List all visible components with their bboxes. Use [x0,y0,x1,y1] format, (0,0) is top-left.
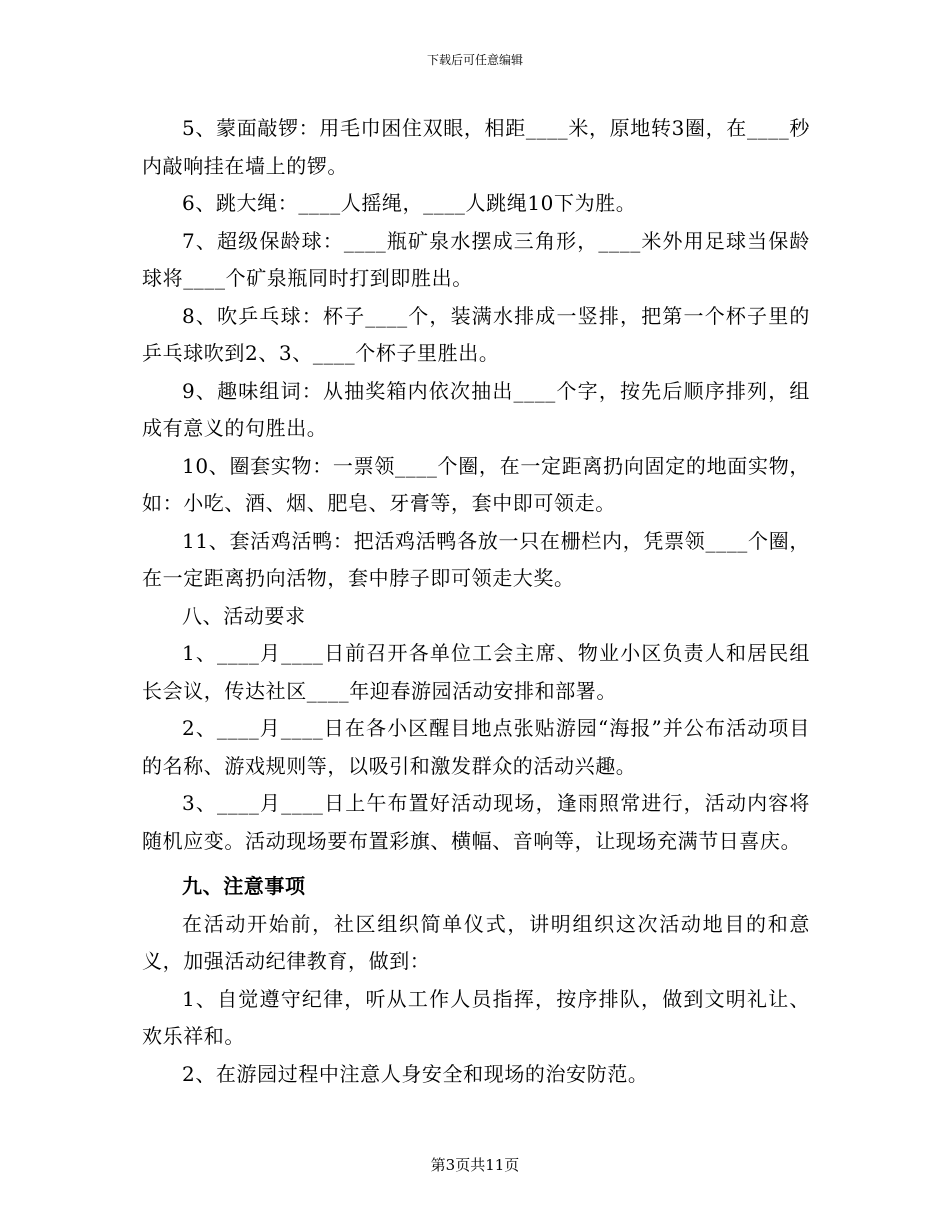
game-item-5: 5、蒙面敲锣：用毛巾困住双眼，相距____米，原地转3圈，在____秒内敲响挂在墙上的锣。 [142,116,810,178]
notes-item-1: 1、自觉遵守纪律，听从工作人员指挥，按序排队，做到文明礼让、欢乐祥和。 [142,986,810,1048]
requirement-item-3: 3、____月____日上午布置好活动现场，逢雨照常进行，活动内容将随机应变。活动现场要布置彩旗、横幅、音响等，让现场充满节日喜庆。 [142,791,810,853]
game-item-7: 7、超级保龄球：____瓶矿泉水摆成三角形，____米外用足球当保龄球将____个矿泉瓶同时打到即胜出。 [142,228,810,290]
game-item-11: 11、套活鸡活鸭：把活鸡活鸭各放一只在栅栏内，凭票领____个圈，在一定距离扔向活物，套中脖子即可领走大奖。 [142,528,810,590]
requirement-item-2: 2、____月____日在各小区醒目地点张贴游园“海报”并公布活动项目的名称、游戏规则等，以吸引和激发群众的活动兴趣。 [142,716,810,778]
game-item-9: 9、趣味组词：从抽奖箱内依次抽出____个字，按先后顺序排列，组成有意义的句胜出。 [142,378,810,440]
section-heading-requirements: 八、活动要求 [182,603,306,628]
document-body [142,110,810,1093]
page-header: 下载后可任意编辑 [426,53,523,67]
requirement-item-1: 1、____月____日前召开各单位工会主席、物业小区负责人和居民组长会议，传达社区____年迎春游园活动安排和部署。 [142,641,810,703]
game-item-10: 10、圈套实物：一票领____个圈，在一定距离扔向固定的地面实物，如：小吃、酒、烟、肥皂、牙膏等，套中即可领走。 [142,453,810,515]
notes-intro: 在活动开始前，社区组织简单仪式，讲明组织这次活动地目的和意义，加强活动纪律教育，做到： [142,911,810,973]
section-heading-notes: 九、注意事项 [182,874,306,898]
section-spacer [142,860,810,868]
game-item-8: 8、吹乒乓球：杯子____个，装满水排成一竖排，把第一个杯子里的乒乓球吹到2、3、____个杯子里胜出。 [142,303,810,365]
page-footer: 第3页共11页 [430,1156,520,1174]
game-item-6: 6、跳大绳：____人摇绳，____人跳绳10下为胜。 [182,191,637,215]
notes-item-2: 2、在游园过程中注意人身安全和现场的治安防范。 [182,1061,649,1086]
